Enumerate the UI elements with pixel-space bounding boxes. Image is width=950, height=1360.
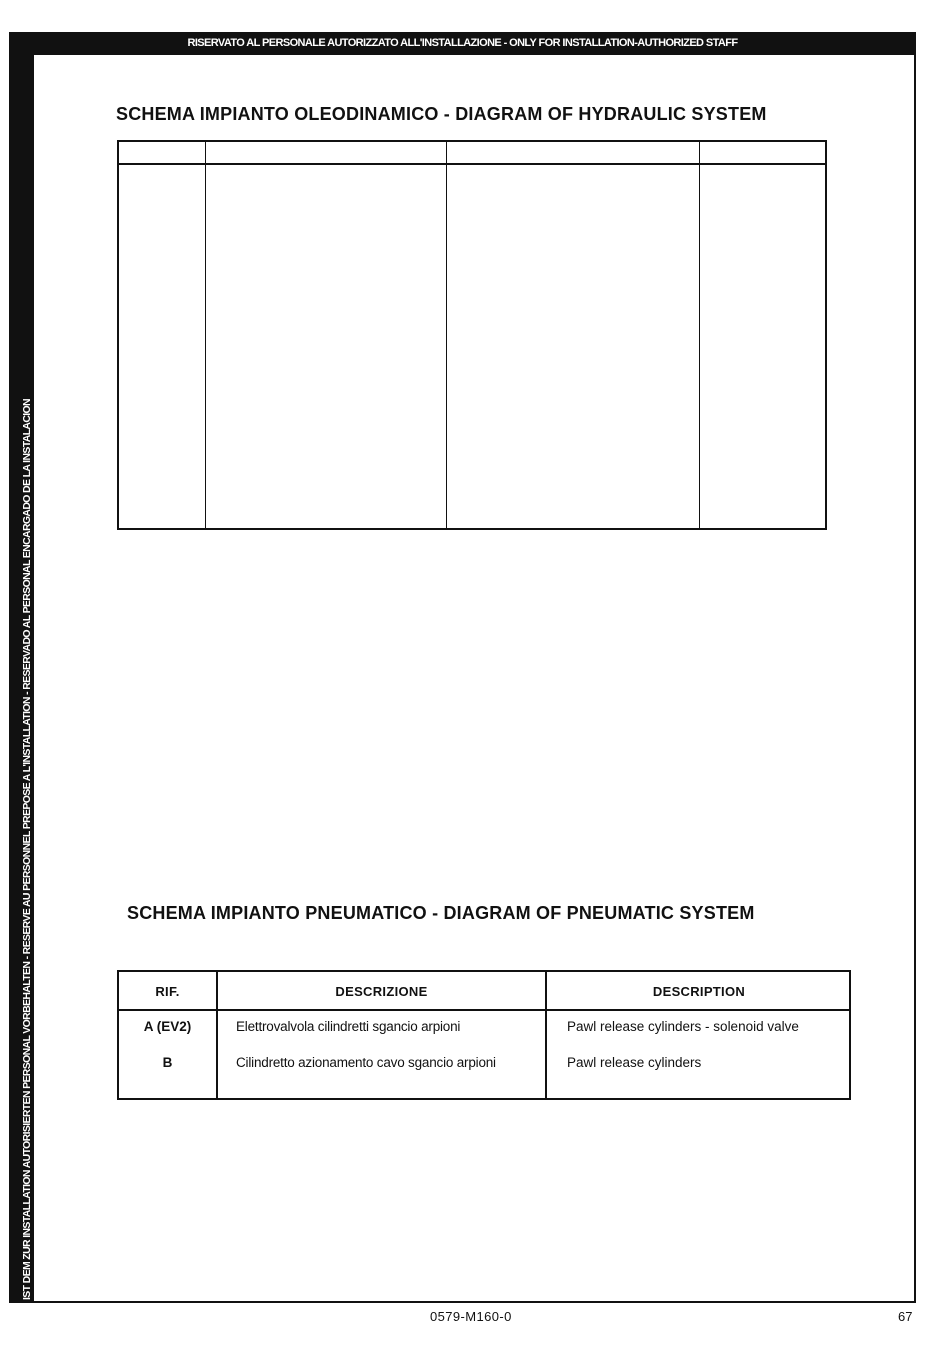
column-header-description: DESCRIPTION xyxy=(652,984,746,999)
pneumatic-table-header-divider xyxy=(119,1009,849,1011)
document-code: 0579-M160-0 xyxy=(430,1309,512,1324)
row-description: Pawl release cylinders - solenoid valve xyxy=(567,1019,799,1034)
table-row xyxy=(119,1055,849,1077)
hydraulic-section-title: SCHEMA IMPIANTO OLEODINAMICO - DIAGRAM OF HYDRAULIC SYSTEM xyxy=(116,104,767,124)
column-header-descrizione: DESCRIZIONE xyxy=(335,984,428,999)
table-row xyxy=(119,1019,849,1041)
hydraulic-table xyxy=(117,140,827,530)
hydraulic-table-column-divider xyxy=(205,142,206,528)
top-banner: RISERVATO AL PERSONALE AUTORIZZATO ALL'INSTALLAZIONE - ONLY FOR INSTALLATION-AUTHORIZED STAFF xyxy=(9,32,916,55)
hydraulic-table-column-divider xyxy=(446,142,447,528)
row-description: Pawl release cylinders xyxy=(567,1055,702,1070)
column-header-rif: RIF. xyxy=(155,984,180,999)
row-descrizione: Cilindretto azionamento cavo sgancio arpioni xyxy=(236,1055,496,1070)
hydraulic-table-header-divider xyxy=(119,163,825,165)
row-rif: A (EV2) xyxy=(143,1019,192,1034)
row-rif: B xyxy=(162,1055,173,1070)
pneumatic-table xyxy=(117,970,851,1100)
row-descrizione: Elettrovalvola cilindretti sgancio arpioni xyxy=(236,1019,461,1034)
side-vertical-text: IST DEM ZUR INSTALLATION AUTORISIERTEN PERSONAL VORBEHALTEN - RESERVE AU PERSONNEL PREPOSE A L'INSTALLATION - RESERVADO AL PERSONAL ENCARGADO DE LA INSTALACION xyxy=(21,399,33,1300)
page-number: 67 xyxy=(898,1309,913,1324)
pneumatic-section-title: SCHEMA IMPIANTO PNEUMATICO - DIAGRAM OF PNEUMATIC SYSTEM xyxy=(127,903,755,923)
hydraulic-table-column-divider xyxy=(699,142,700,528)
